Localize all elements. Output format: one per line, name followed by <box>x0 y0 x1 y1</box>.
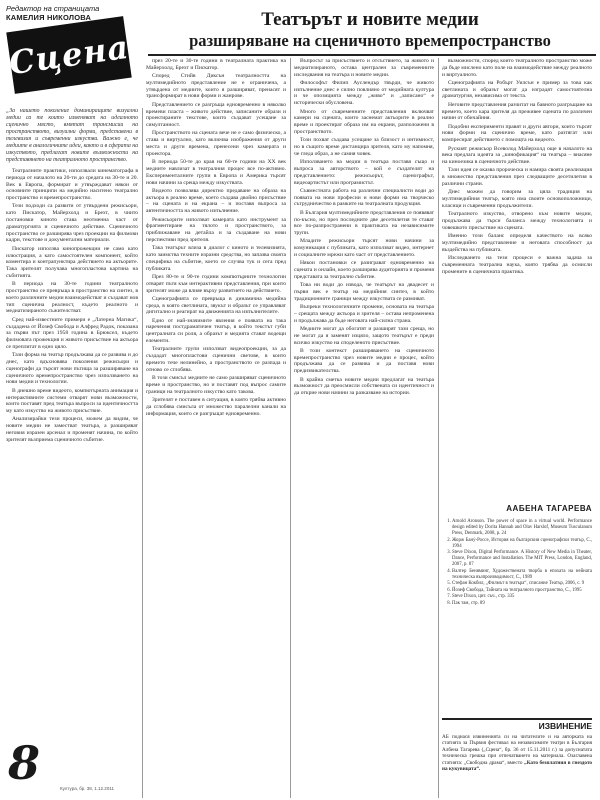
paragraph: Представлението се разгръща едновременно в няколко времеви пласта – живото действие, записаните образи и проектираните текстове, които създават усещане за симултанност. <box>146 101 286 129</box>
paragraph: Сценографията на Робърт Уилсън е пример за това как светлината и образът могат да изградят самостоятелна драматургия, независима от текста. <box>442 79 592 100</box>
references <box>442 519 592 607</box>
paragraph: Тази идея се оказва пророческа и намира своята реализация в множество представления през следващите десетилетия в различни страни. <box>442 167 592 188</box>
section-logo-text: Сцена <box>6 27 132 83</box>
apology-highlight: „Като безплатния в гнездото на кукувицата“. <box>442 759 593 773</box>
reference-item: 2. Жорж Банý-Россе, История на българския сценографски театър, С., 1994 <box>452 538 592 550</box>
apology-body: АБ поднася извиненията си на читателите и на авторката на статията за Първия фестивал на независимите театри в България Албена Тагарева („Сцена“, бр. 36 от 15.11.2011 г.) за допуснатата техническа грешка при отпечатването на материала. Озаглавена статията: „Свободна драма“, вместо <box>442 734 592 766</box>
paragraph: В крайна сметка новите медии предлагат на театъра възможност да преосмисли собствената си идентичност и да открие нови начини за разказване на истории. <box>294 376 434 397</box>
paragraph: през 20-те и 30-те години в театралната практика на Майерхолд, Брехт и Пискатор. <box>146 58 286 71</box>
paragraph: През 80-те и 90-те години компютърните технологии отварят пътя към интерактивни представления, при които зрителят може да влияе върху развитието на действието. <box>146 273 286 294</box>
paragraph: Едно от най-значимите явления е появата на така наречения постдраматичен театър, в който текстът губи централната си роля, а образът и медията стават водещи елементи. <box>146 317 286 345</box>
article-column-4 <box>442 58 592 500</box>
article-column-3 <box>294 58 434 793</box>
paragraph: Пискатор използва кинопрожекции не само като илюстрация, а като самостоятелен компонент, който коментира и контрапунктира действието на актьорите. Така зрителят получава многопластова картина на събитията. <box>6 245 138 279</box>
section-logo <box>6 16 131 94</box>
apology-heading: ИЗВИНЕНИЕ <box>442 718 592 731</box>
paragraph: Сред най-известните примери е „Латерна Магика“, създадена от Йозеф Свобода и Алфред Радок, показана за първи път през 1958 година в Брюксел, където филмовата прожекция и живото присъствие на актьора се преплитат в едно цяло. <box>6 316 138 350</box>
paragraph: Използването на медии в театъра поставя също и въпроса за авторството – кой е създателят на представлението: режисьорът, сценографът, видеоартистът или програмистът. <box>294 159 434 186</box>
paragraph: Философът Филип Ауслендър твърди, че живото изпълнение днес е силно повлияно от медийната култура и че опозицията между „живо“ и „записано“ е исторически обусловена. <box>294 79 434 107</box>
paragraph: Видеото позволява директно предаване на образа на актьора в реално време, което създава двойно присъствие – на сцената и на екрана – и поставя въпроса за автентичността на живото изпълнение. <box>146 187 286 215</box>
paragraph: В периода 50-те до края на 60-те години на ХХ век медиите навлизат в театралния процес все по-активно. Експерименталните групи в Европа и Америка търсят нови начини за среща между изкуствата. <box>146 159 286 186</box>
paragraph: Според Стийв Диксън театралността на мултимедийното представление не е ограничена, а утвърдена от медиите, които я разширяват, пренасят и трансформират в нови форми и жанрове. <box>146 73 286 100</box>
editor-label: Редактор на страницата <box>6 4 100 13</box>
paragraph: В този смисъл медиите не само разширяват сценичното време и пространство, но и поставят под въпрос самите граници на театралното изкуство като такова. <box>146 375 286 395</box>
paragraph: Въпросът за присъствието и отсъствието, за живото и медиатизираното, остава централен за съвременните изследвания на театъра и новите медии. <box>294 58 434 78</box>
paragraph: Сценографията се превръща в динамична медийна среда, в която светлината, звукът и образът се управляват дигитално и реагират на движенията на изпълнителите. <box>146 295 286 316</box>
paragraph: Медиите могат да обогатят и разширят тази среща, но не могат да я заменят изцяло, защото театърът е преди всичко изкуство на споделеното присъствие. <box>294 325 434 346</box>
paragraph: възможности, според които театралното пространство може да бъде мислено като поле на взаимодействие между реалното и виртуалното. <box>442 58 592 78</box>
paragraph: Театралните групи използват видеопроекции, за да създадат многопластови сценични светове, в които времето тече нелинейно, а пространството се разпада и отново се сглобява. <box>146 346 286 373</box>
article-column-2 <box>146 58 286 794</box>
column-divider <box>438 58 439 798</box>
page-number: 8 <box>8 736 41 790</box>
column-divider <box>290 58 291 798</box>
paragraph: Режисьорите използват камерата като инструмент за фрагментиране на тялото и пространството, за приближаване на детайла и за създаване на нови перспективи пред зрителя. <box>146 216 286 243</box>
paragraph: Днес можем да говорим за цяла традиция на мултимедийния театър, която има своите основоположници, класици и съвременни продължители. <box>442 189 592 209</box>
paragraph: Така театърът влиза в диалог с киното и телевизията, като заимства техните изразни средства, но запазва своята специфика на събитие, което се случва тук и сега пред публиката. <box>146 245 286 272</box>
article-headline <box>150 8 590 51</box>
footer-note: Култура, бр. 38, 1.12.2011 <box>60 786 114 791</box>
paragraph: Театралните практики, използвали кинематографа в периода от началото на 20-ти до средата на 30-те и 20. Век в Европа, формират и утвърждават някои от основните принципи на медийно наситено театрално пространство и времепространство. <box>6 168 138 202</box>
column-divider <box>142 108 143 798</box>
paragraph: Съвместната работа на различни специалисти води до появата на нови професии и нови форми на творческо сътрудничество в рамките на театралната продукция. <box>294 187 434 208</box>
paragraph: Много от съвременните представления включват камери на сцената, които заснемат актьорите в реално време и проектират образа им на екрани, разположени в пространството. <box>294 108 434 135</box>
article-lead: „За нашето поколение доминиращите визуални медии са те които изменяват на идеалното сценично място, вмятат трансмисии на пространството, визуални форми, представени в телевизия и съвременни изкуства. Важно е, че медиите в аналогичните идеи, както и в сферата на изкуството, предлагат новите възможности на представянето на театралното пространство. <box>6 108 138 163</box>
reference-item: 4. Валтер Беняминг, Художествената творба в епохата на нейната техническа възпроизводимост, С., 1989 <box>452 569 592 581</box>
paragraph: В този контекст разширяването на сценичното времепространство чрез новите медии е процес, който продължава да се развива и да поставя нови предизвикателства. <box>294 347 434 375</box>
paragraph: Това ни води до извода, че театърът на двадесет и първи век е театър на медийния синтез, в който традиционните граници между изкуствата се размиват. <box>294 282 434 302</box>
paragraph: Този похват създава усещане за близост и интимност, но в същото време дистанцира зрителя, като му напомня, че гледа образ, а не самия човек. <box>294 137 434 157</box>
headline-subtitle: разширяване на сценичното времепространство <box>189 31 551 50</box>
article-column-1 <box>6 168 138 728</box>
reference-item: 1. Arnold Aronson. The power of space in a virtual world. Performance design edited by Dorita Hannah and Olav Harslof, Museum Tusculanum Press, Denmark, 2008, p. 24 <box>452 519 592 537</box>
paragraph: Театралното изкуство, отворено към новите медии, продължава да търси баланса между технологията и човешкото присъствие на сцената. <box>442 211 592 231</box>
paragraph: Неговите представления разчитат на бавното разгръщане на времето, което кара зрителя да преживее сцената по различен начин от обичайния. <box>442 101 592 122</box>
reference-item: 5. Стефан Кокбил, „Филмът в театъра“, списание Театър, 2006, с. 9 <box>452 581 592 587</box>
paragraph: В България мултимедийните представления се появяват по-късно, но през последните две десетилетия те стават все по-разпространени в практиката на независимите трупи. <box>294 209 434 237</box>
editor-name: КАМЕЛИЯ НИКОЛОВА <box>6 13 92 22</box>
paragraph: Тази форма на театър продължава да се развива и до днес, като вдъхновява поколения режисьори и сценографи да търсят нови пътища за разширяване на сценичното времепространство чрез използването на нови медии и технологии. <box>6 352 138 386</box>
paragraph: Изследването на тези процеси е важна задача за съвременната театрална наука, която трябва да осмисли промените в сценичната практика. <box>442 255 592 275</box>
paragraph: В периода на 30-те години театралното пространство се превръща в пространство на синтез, в което различните медии взаимодействат и създават нов тип сценична реалност, където реалното и медиатизираното съжителстват. <box>6 281 138 315</box>
paragraph: В днешно време видеото, компютърната анимация и интерактивните системи отварят нови възможности, които поставят пред театъра въпроси за идентичността му като изкуство на живото присъствие. <box>6 387 138 415</box>
paragraph: Младите режисьори търсят нови начини за комуникация с публиката, като използват видео, интернет и социалните мрежи като част от представлението. <box>294 238 434 259</box>
reference-item: 7. Steve Dixon, цит. съч., стр. 335 <box>452 594 592 600</box>
paragraph: Анализирайки тези процеси, можем да видим, че новите медии не заместват театъра, а разширяват неговия изразен арсенал и променят начина, по който зрителят възприема сценичното събитие. <box>6 416 138 443</box>
reference-item: 8. Пак там, стр. 89 <box>452 601 592 607</box>
header-rule <box>148 54 596 56</box>
author-name: ААБЕНА ТАГАРЕВА <box>506 504 592 513</box>
paragraph: Въпреки технологичните промени, основата на театъра – срещата между актьора и зрителя – остава непроменена и продължава да бъде неговата най-силна страна. <box>294 304 434 324</box>
headline-title: Театърът и новите медии <box>261 9 479 30</box>
paragraph: Руският режисьор Всеволод Майерхолд още в началото на века предлага идеята за „кинофикация“ на театъра – внасяне на киноезика в сценичното действие. <box>442 145 592 166</box>
paragraph: Зрителят е поставен в ситуация, в която трябва активно да сглобява смисъла от множество паралелни канали на информация, които се разгръщат едновременно. <box>146 396 286 417</box>
reference-item: 3. Steve Dixon, Digital Performance. A History of New Media in Theater, Dance, Performance and Installation. The MIT Press, London, England, 2007, p. 87 <box>452 550 592 568</box>
paragraph: Именно този баланс определя качеството на всяко мултимедийно представление и неговата способност да въздейства на публиката. <box>442 233 592 253</box>
paragraph: Тези подходи са развити от утвърдени режисьори, като Пискатор, Майерхолд и Брехт, в чиито постановки киното става неотменна част от драматургията и сценичното действие. Сценичното пространство се разширява чрез проекции на филмови кадри, текстове и документални материали. <box>6 203 138 244</box>
apology-text <box>442 734 592 772</box>
reference-item: 6. Йозеф Свобода, Тайната на театралното пространство, С., 1995 <box>452 588 592 594</box>
paragraph: Подобни експерименти правят и други автори, които търсят нови форми на сценично време, като разтягат или компресират действието с помощта на видеото. <box>442 123 592 144</box>
paragraph: Пространството на сцената вече не е само физическо, а става и виртуално, като включва изображения от други места и други времена, пренесени чрез камерата и проектора. <box>146 130 286 157</box>
paragraph: Някои постановки се разиграват едновременно на сцената и онлайн, което разширява аудиторията и променя представата за театрално събитие. <box>294 260 434 280</box>
